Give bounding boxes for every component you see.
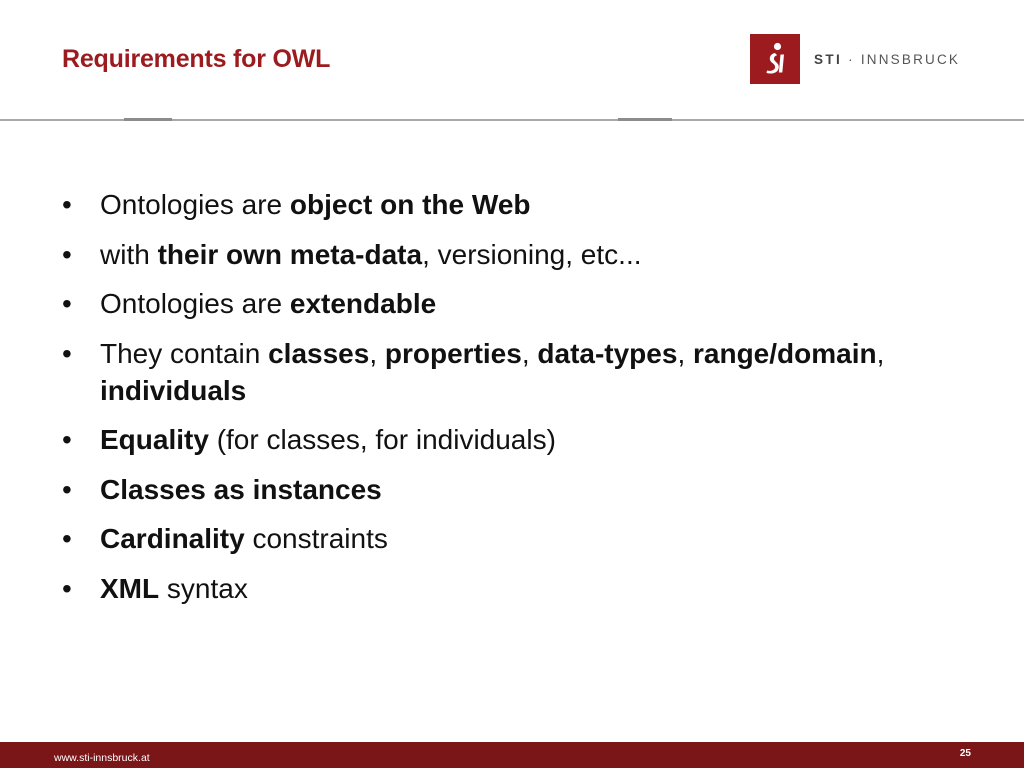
bullet-text: (for classes, for individuals) xyxy=(208,424,556,455)
bullet-text: Ontologies are xyxy=(100,189,290,220)
bullet-text: , xyxy=(521,337,538,369)
bullet-marker: • xyxy=(62,572,72,604)
bullet-item xyxy=(62,285,942,322)
bullet-text: with xyxy=(100,238,158,270)
bullet-item xyxy=(62,421,942,458)
bullet-marker: • xyxy=(62,424,72,455)
footer-bar xyxy=(0,742,1024,768)
bullet-text: , xyxy=(677,337,693,369)
logo-location: INNSBRUCK xyxy=(860,51,961,67)
bullet-item xyxy=(62,520,942,557)
bullet-marker: • xyxy=(62,238,72,270)
bullet-marker: • xyxy=(62,473,72,505)
bullet-text: , xyxy=(876,337,885,369)
bullet-text-bold: individuals xyxy=(100,374,247,406)
logo-brand: STI xyxy=(814,51,843,67)
header-divider-accent xyxy=(124,118,172,121)
bullet-item xyxy=(62,335,942,409)
header-divider-accent xyxy=(618,118,672,121)
bullet-text-bold: XML xyxy=(100,572,160,604)
bullet-list xyxy=(62,186,942,619)
bullet-text-bold: properties xyxy=(384,337,522,369)
bullet-marker: • xyxy=(62,337,72,369)
bullet-text-bold: classes xyxy=(268,337,370,369)
bullet-text-bold: Classes as instances xyxy=(100,473,382,505)
bullet-text-bold: data-types xyxy=(537,337,678,369)
bullet-text-bold: range/domain xyxy=(693,337,877,369)
logo-separator: · xyxy=(848,51,855,67)
bullet-marker: • xyxy=(62,189,72,220)
sti-innsbruck-logo xyxy=(750,34,960,84)
page-number: 25 xyxy=(959,748,971,759)
bullet-item xyxy=(62,471,942,508)
sti-figure-icon xyxy=(750,34,800,84)
bullet-text-bold: extendable xyxy=(289,288,437,319)
bullet-item xyxy=(62,570,942,607)
bullet-text: constraints xyxy=(244,523,388,554)
bullet-text-bold: Equality xyxy=(100,424,209,455)
footer-url: www.sti-innsbruck.at xyxy=(54,752,150,764)
bullet-text: , versioning, etc... xyxy=(422,238,642,270)
bullet-text-bold: their own meta-data xyxy=(157,238,423,270)
bullet-text: , xyxy=(369,337,385,369)
bullet-text: They contain xyxy=(100,337,269,369)
bullet-text: syntax xyxy=(159,572,248,604)
bullet-item xyxy=(62,236,942,273)
slide-title: Requirements for OWL xyxy=(62,45,331,73)
logo-wordmark xyxy=(814,52,960,67)
bullet-marker: • xyxy=(62,523,72,554)
bullet-text: Ontologies are xyxy=(100,288,290,319)
bullet-item xyxy=(62,186,942,223)
bullet-marker: • xyxy=(62,288,72,319)
bullet-text-bold: object on the Web xyxy=(289,189,531,220)
bullet-text-bold: Cardinality xyxy=(100,523,245,554)
